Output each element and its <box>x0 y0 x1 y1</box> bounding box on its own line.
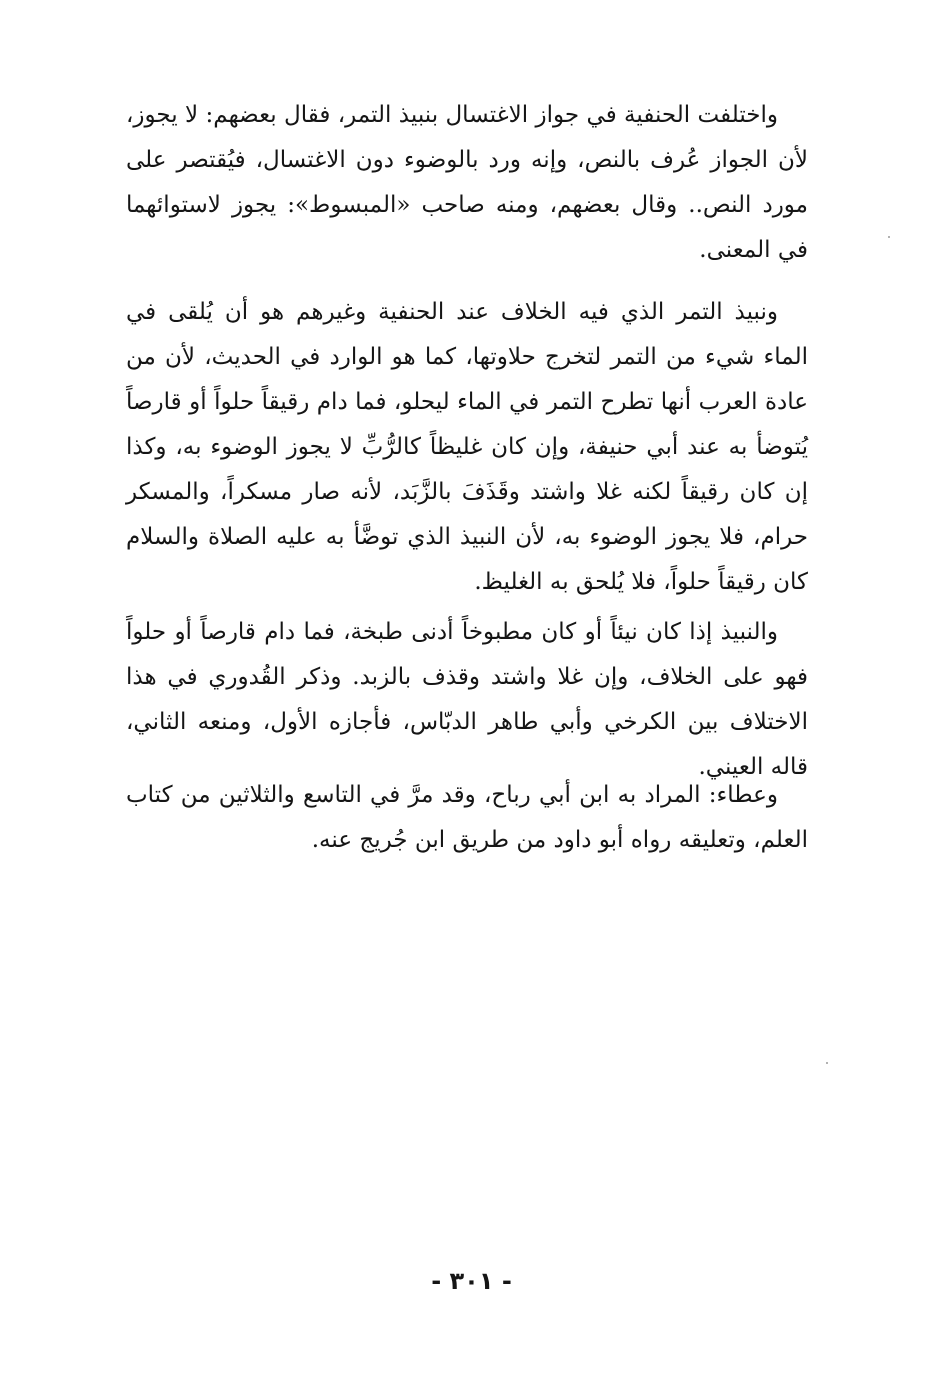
paragraph-1-text: واختلفت الحنفية في جواز الاغتسال بنبيذ التمر، فقال بعضهم: لا يجوز، لأن الجواز عُرف بالنص، وإنه ورد بالوضوء دون الاغتسال، فيُقتصر على مورد النص.. وقال بعضهم، ومنه صاحب «المبسوط»: يجوز لاستوائهما في المعنى. <box>126 102 808 263</box>
paragraph-3 <box>126 610 808 790</box>
paragraph-4 <box>126 773 808 863</box>
scan-speck <box>826 1062 828 1064</box>
paragraph-1 <box>126 93 808 273</box>
scan-speck <box>888 236 890 238</box>
paragraph-4-text: وعطاء: المراد به ابن أبي رباح، وقد مرَّ في التاسع والثلاثين من كتاب العلم، وتعليقه رواه أبو داود من طريق ابن جُريج عنه. <box>126 782 808 853</box>
paragraph-2 <box>126 290 808 605</box>
paragraph-3-text: والنبيذ إذا كان نيئاً أو كان مطبوخاً أدنى طبخة، فما دام قارصاً أو حلواً فهو على الخلاف، وإن غلا واشتد وقذف بالزبد. وذكر القُدوري في هذا الاختلاف بين الكرخي وأبي طاهر الدبّاس، فأجازه الأول، ومنعه الثاني، قاله العيني. <box>126 619 808 780</box>
page-number: - ٣٠١ - <box>431 1267 512 1295</box>
paragraph-2-text: ونبيذ التمر الذي فيه الخلاف عند الحنفية وغيرهم هو أن يُلقى في الماء شيء من التمر لتخرج حلاوتها، كما هو الوارد في الحديث، لأن من عادة العرب أنها تطرح التمر في الماء ليحلو، فما دام رقيقاً حلواً أو قارصاً يُتوضأ به عند أبي حنيفة، وإن كان غليظاً كالرُّبِّ لا يجوز الوضوء به، وكذا إن كان رقيقاً لكنه غلا واشتد وقَذَفَ بالزَّبَد، لأنه صار مسكراً، والمسكر حرام، فلا يجوز الوضوء به، لأن النبيذ الذي توضَّأ به عليه الصلاة والسلام كان رقيقاً حلواً، فلا يُلحق به الغليظ. <box>126 299 808 595</box>
